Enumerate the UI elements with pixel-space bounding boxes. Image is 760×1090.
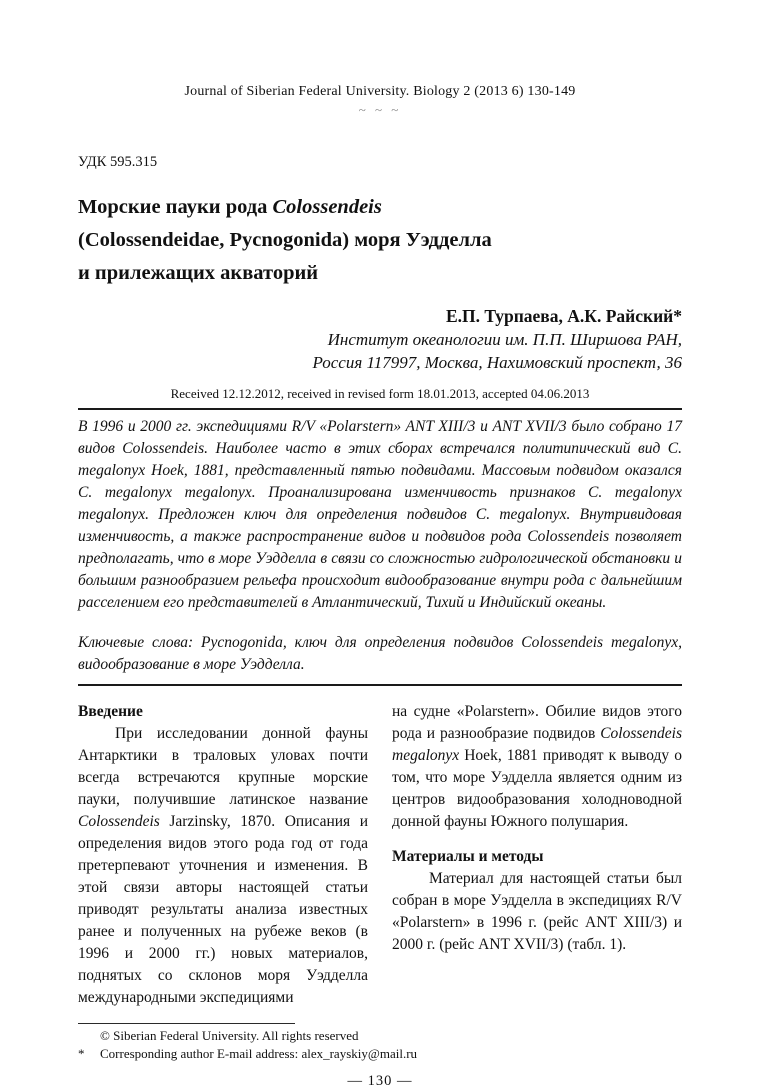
footnote-rule <box>78 1023 295 1024</box>
abstract-text: В 1996 и 2000 гг. экспедициями R/V «Polarstern» ANT XIII/3 и ANT XVII/3 было собрано 17 видов Colossendeis. Наиболее часто в этих сборах встречался политипический вид C. megalonyx Hoek, 1881, представленный пятью подвидами. Массовым подвидом оказался C. megalonyx megalonyx. Проанализирована изменчивость признаков C. megalonyx megalonyx. Предложен ключ для определения подвидов C. megalonyx. Внутривидовая изменчивость, а также распространение видов и подвидов рода Colossendeis позволяет предполагать, что в море Уэдделла в связи со сложностью гидрологической обстановки и большим разнообразием рельефа происходит видообразование внутри рода с дальнейшим расселением его представителей в Атлантический, Тихий и Индийский океаны. <box>78 417 682 611</box>
methods-paragraph: Материал для настоящей статьи был собран в море Уэдделла в экспедициях R/V «Polarstern» в 1996 г. (рейс ANT XIII/3) и 2000 г. (рейс ANT XVII/3) (табл. 1). <box>392 869 682 953</box>
tilde-ornament: ~ ~ ~ <box>358 102 402 117</box>
corresponding-author-footnote <box>78 1045 682 1064</box>
abstract-bottom-rule <box>78 684 682 686</box>
author-names: Е.П. Турпаева, А.К. Райский* <box>446 305 682 326</box>
introduction-continuation-paragraph: на судне «Polarstern». Обилие видов этого рода и разнообразие подвидов Colossendeis megalonyx Hoek, 1881 приводят к выводу о том, что море Уэдделла является одним из центров видообразования холодноводной донной фауны Южного полушария. <box>392 702 682 830</box>
right-column <box>392 701 682 1009</box>
keywords-text: Ключевые слова: Pycnogonida, ключ для определения подвидов Colossendeis megalonyx, видообразование в море Уэдделла. <box>78 633 682 673</box>
udk-code: УДК 595.315 <box>78 154 158 170</box>
left-column <box>78 701 368 1009</box>
title-line-1: Морские пауки рода Colossendeis <box>78 196 382 218</box>
introduction-paragraph: При исследовании донной фауны Антарктики в траловых уловах почти всегда встречаются крупные морские пауки, получившие латинское название Colossendeis Jarzinsky, 1870. Описания и определения видов этого рода год от года претерпевают уточнения и изменения. В этой связи авторы настоящей статьи приводят результаты анализа известных ранее и полученных на рубеже веков (в 1996 и 2000 гг.) новых материалов, поднятых со склонов моря Уэдделла международными экспедициями <box>78 724 368 1006</box>
methods-heading: Материалы и методы <box>392 847 544 865</box>
authors-block <box>78 304 682 374</box>
received-dates: Received 12.12.2012, received in revised form 18.01.2013, accepted 04.06.2013 <box>170 385 590 401</box>
page-number: — 130 — <box>347 1072 413 1089</box>
journal-header: Journal of Siberian Federal University. Biology 2 (2013 6) 130-149 <box>184 84 576 99</box>
affiliation-line-1: Институт океанологии им. П.П. Ширшова РАН, <box>327 329 682 349</box>
corresponding-author-text: Corresponding author E-mail address: alex_rayskiy@mail.ru <box>100 1046 418 1062</box>
footnote-marker-empty <box>78 1027 100 1046</box>
asterisk-marker: * <box>78 1046 85 1062</box>
title-line-3: и прилежащих акваторий <box>78 262 319 284</box>
copyright-text: © Siberian Federal University. All rights reserved <box>100 1027 359 1043</box>
introduction-heading: Введение <box>78 702 143 720</box>
copyright-footnote <box>78 1027 682 1046</box>
abstract-top-rule <box>78 408 682 410</box>
title-line-2: (Colossendeidae, Pycnogonida) моря Уэдделла <box>78 229 492 251</box>
footnotes <box>78 1023 682 1064</box>
affiliation-line-2: Россия 117997, Москва, Нахимовский проспект, 36 <box>312 352 682 372</box>
article-title <box>78 191 682 290</box>
page-content <box>78 0 682 1090</box>
two-column-body <box>78 701 682 1009</box>
